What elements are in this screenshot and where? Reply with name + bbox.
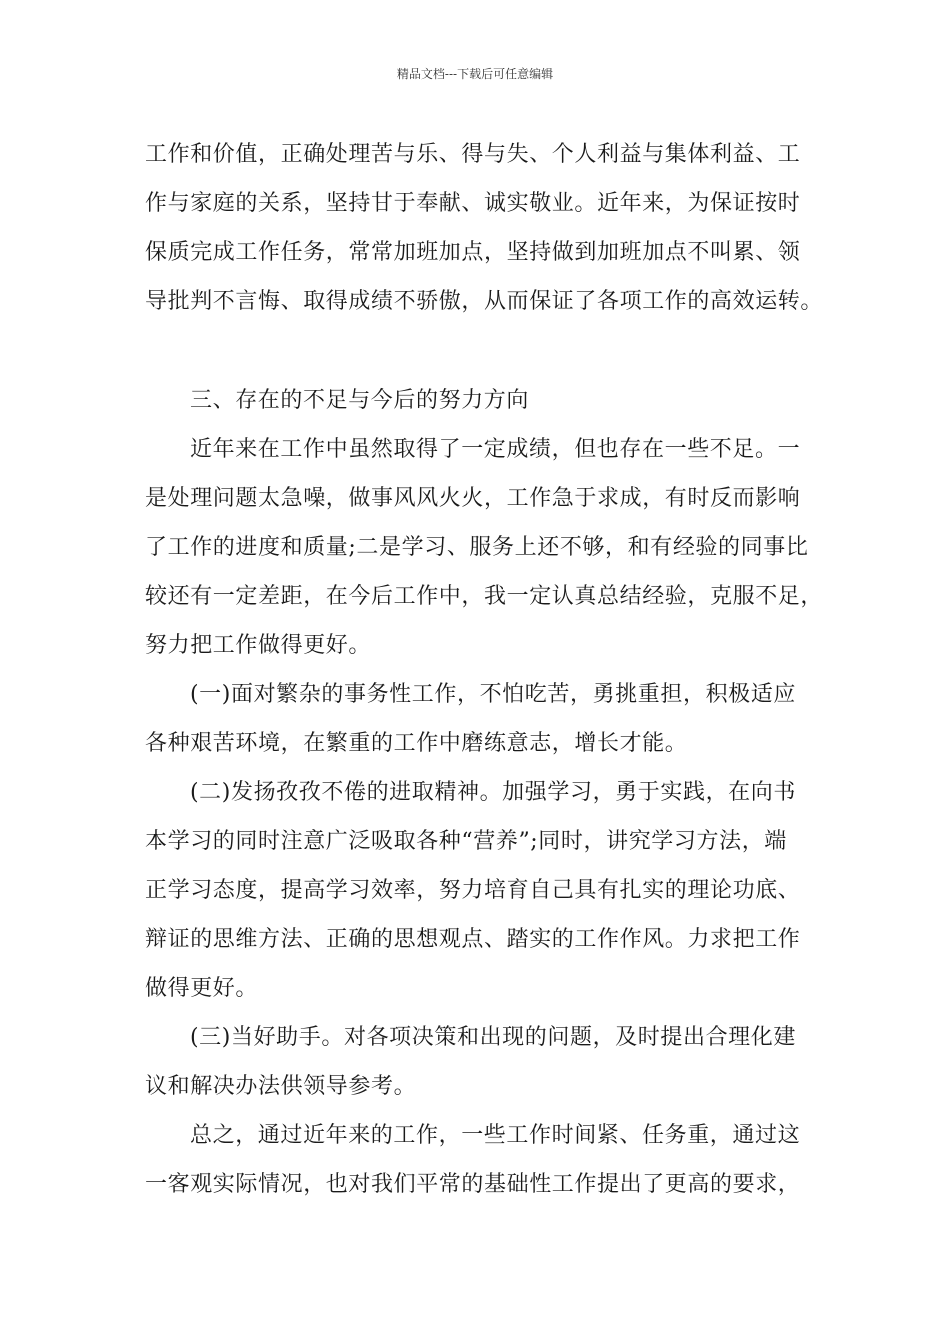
text-line: 辩证的思维方法、正确的思想观点、踏实的工作作风。力求把工作 <box>145 927 801 952</box>
section-heading: 三、存在的不足与今后的努力方向 <box>190 388 530 413</box>
text-line: 工作和价值，正确处理苦与乐、得与失、个人利益与集体利益、工 <box>145 142 801 167</box>
document-body <box>145 130 824 1209</box>
list-item-3-line: (三)当好助手。对各项决策和出现的问题，及时提出合理化建 <box>190 1025 796 1050</box>
text-line: 做得更好。 <box>145 976 259 1001</box>
list-item-1-line: (一)面对繁杂的事务性工作，不怕吃苦，勇挑重担，积极适应 <box>190 682 796 707</box>
list-item-2-line: (二)发扬孜孜不倦的进取精神。加强学习，勇于实践，在向书 <box>190 780 796 805</box>
text-line: 了工作的进度和质量;二是学习、服务上还不够，和有经验的同事比 <box>145 535 809 560</box>
text-line: 议和解决办法供领导参考。 <box>145 1074 417 1099</box>
paragraph-start-line: 近年来在工作中虽然取得了一定成绩，但也存在一些不足。一 <box>190 437 801 462</box>
text-line: 是处理问题太急噪，做事风风火火，工作急于求成，有时反而影响 <box>145 486 801 511</box>
page-header: 精品文档---下载后可任意编辑 <box>396 67 554 81</box>
text-line: 努力把工作做得更好。 <box>145 633 372 658</box>
paragraph-start-line: 总之，通过近年来的工作，一些工作时间紧、任务重，通过这 <box>190 1123 801 1148</box>
text-line: 一客观实际情况，也对我们平常的基础性工作提出了更高的要求， <box>145 1172 801 1197</box>
text-line: 导批判不言悔、取得成绩不骄傲，从而保证了各项工作的高效运转。 <box>145 289 824 314</box>
text-line: 正学习态度，提高学习效率，努力培育自己具有扎实的理论功底、 <box>145 878 801 903</box>
text-line: 较还有一定差距，在今后工作中，我一定认真总结经验，克服不足， <box>145 584 824 609</box>
text-line: 保质完成工作任务，常常加班加点，坚持做到加班加点不叫累、领 <box>145 240 801 265</box>
text-line: 各种艰苦环境，在繁重的工作中磨练意志，增长才能。 <box>145 731 688 756</box>
text-line: 本学习的同时注意广泛吸取各种“营养”;同时，讲究学习方法，端 <box>145 829 787 854</box>
text-line: 作与家庭的关系，坚持甘于奉献、诚实敬业。近年来，为保证按时 <box>145 191 801 216</box>
